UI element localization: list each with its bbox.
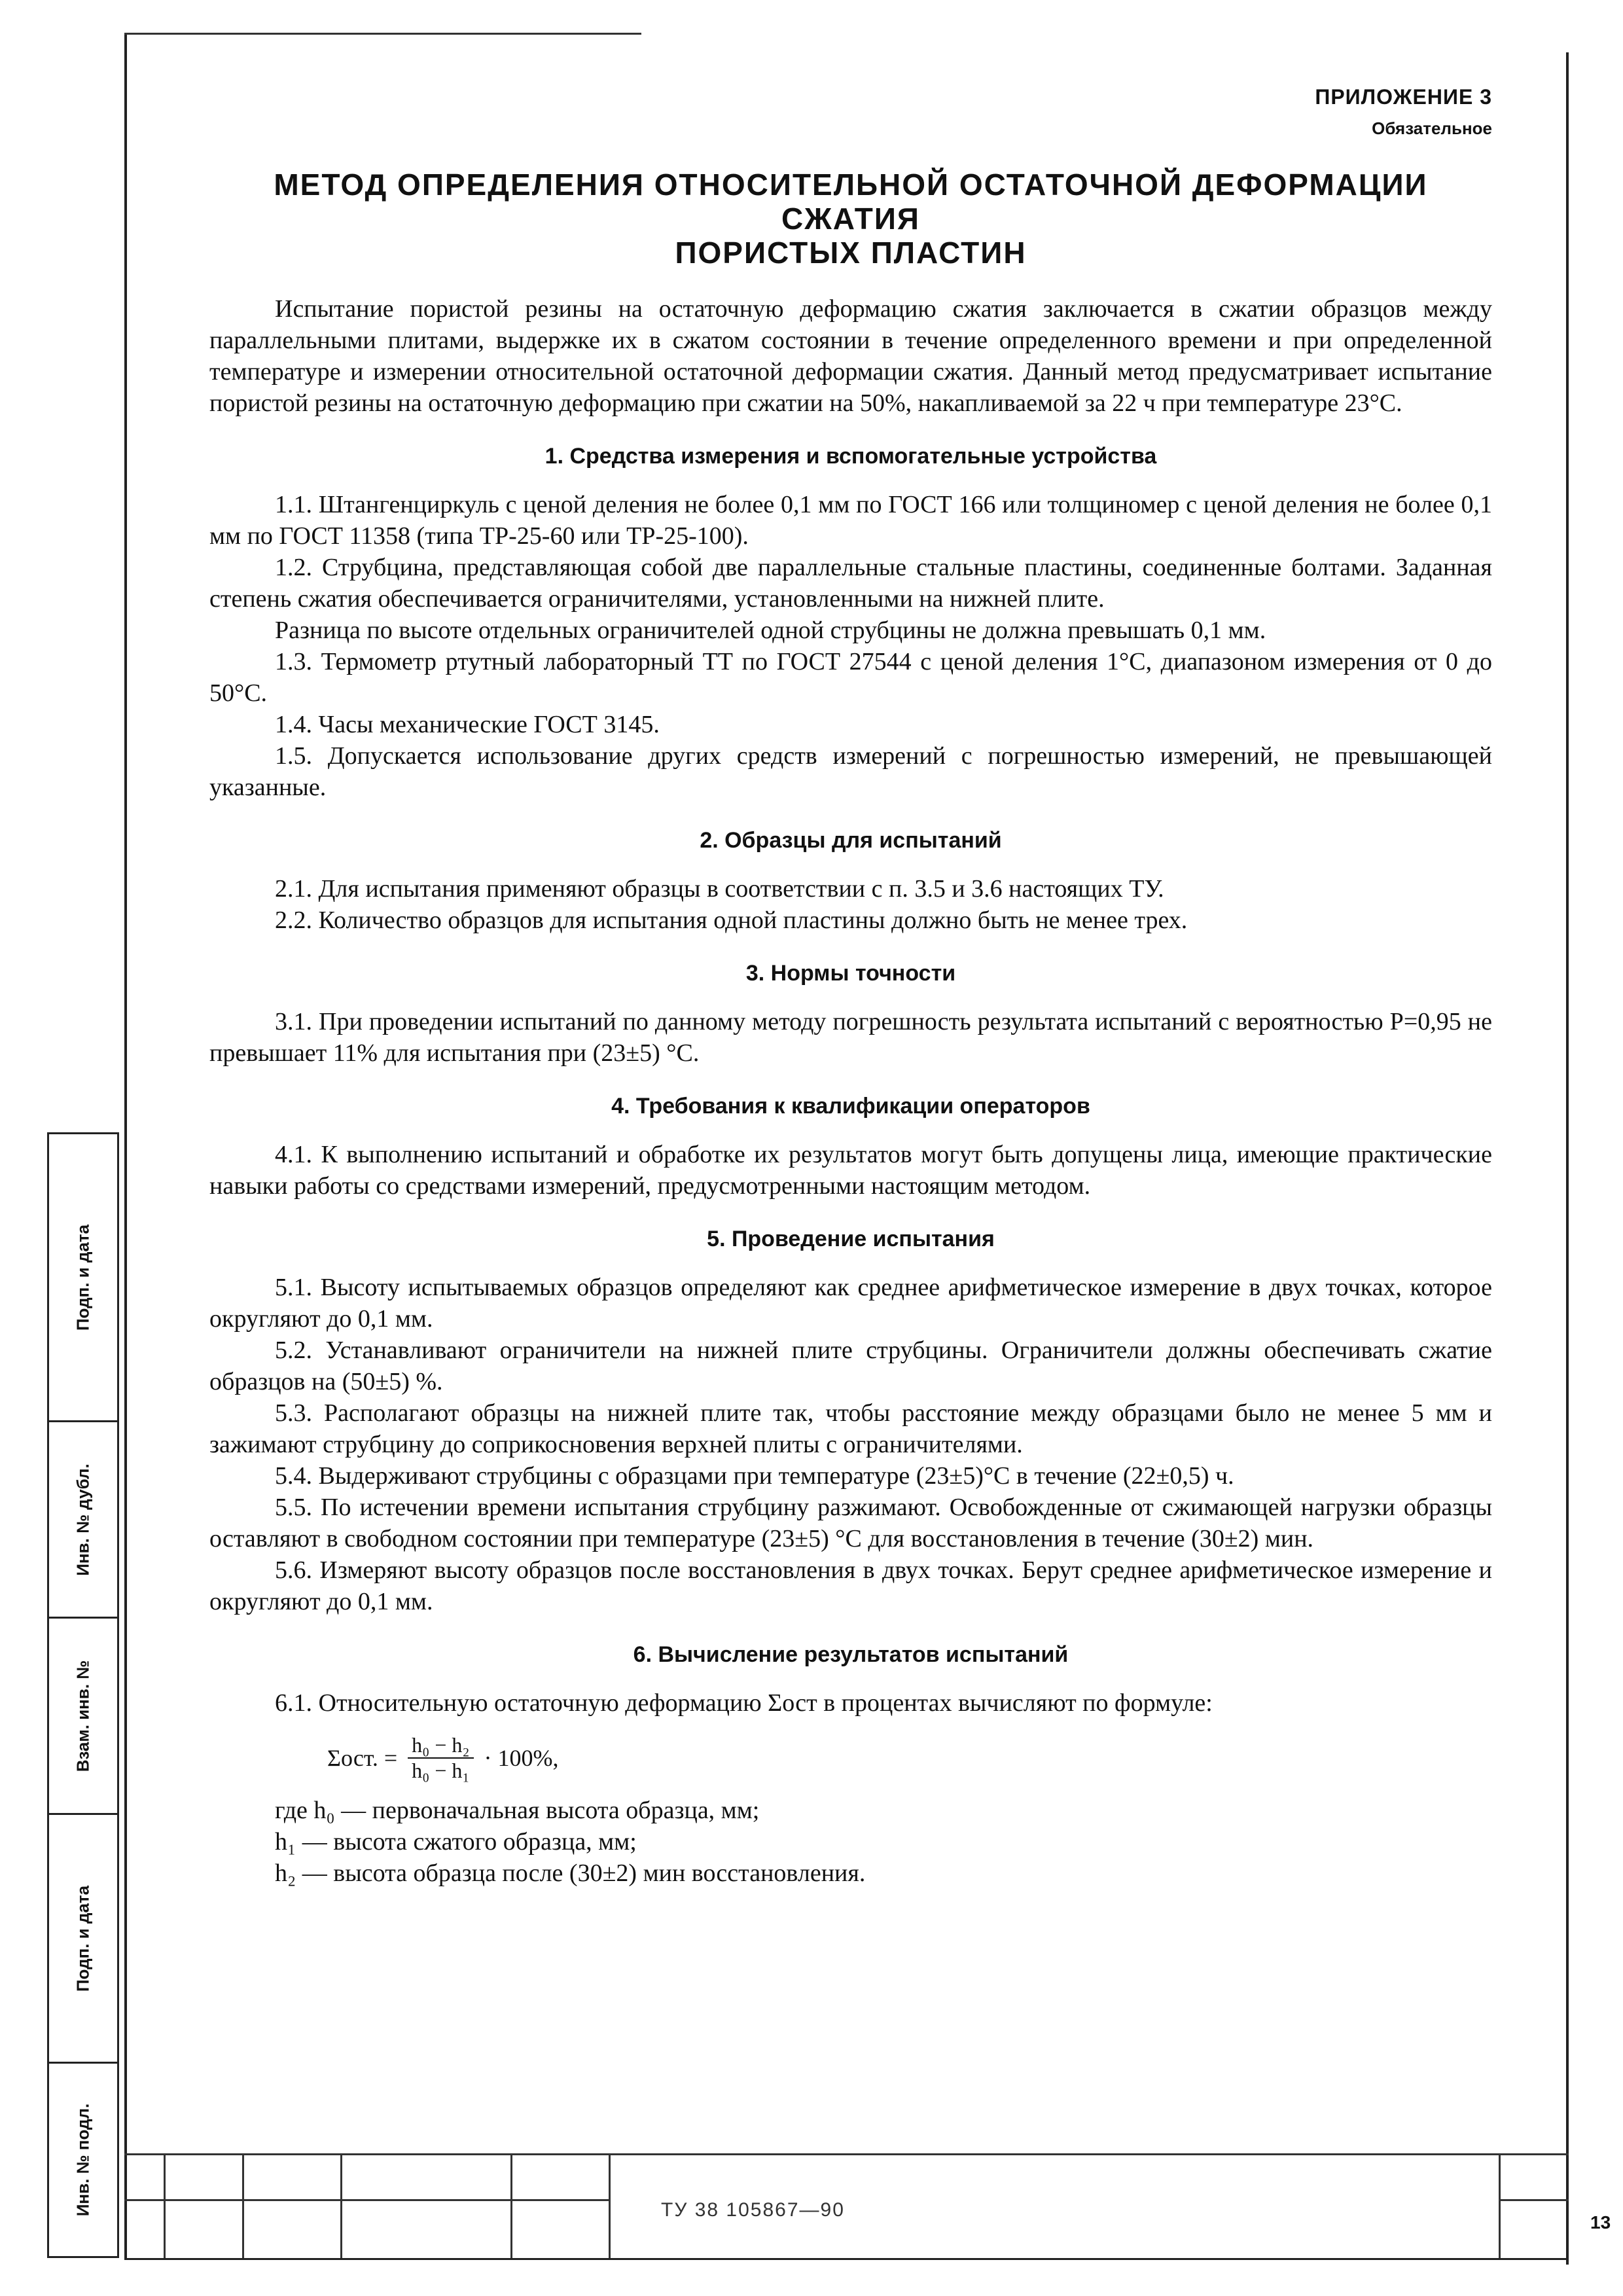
- stamp-cell-original-number: [49, 2064, 117, 2256]
- stamp-label-sign-date: Подп. и дата: [73, 1224, 93, 1331]
- paragraph-2-1: 2.1. Для испытания применяют образцы в соответствии с п. 3.5 и 3.6 настоящих ТУ.: [275, 875, 1164, 903]
- formula-definitions: [209, 1795, 1492, 1889]
- paragraph-3-1: 3.1. При проведении испытаний по данному методу погрешность результата испытаний с вероятностью Р=0,95 не превышает 11% для испытания при (23±5) °С.: [209, 1008, 1492, 1067]
- formula-fraction: [408, 1733, 473, 1783]
- section-6: [209, 1642, 1492, 1889]
- stamp-cell-dup-number: [49, 1422, 117, 1619]
- frame-top-line: [124, 33, 641, 35]
- paragraph-1-5: 1.5. Допускается использование других средств измерений с погрешностью измерений, не превышающей указанные.: [209, 742, 1492, 801]
- appendix-label: ПРИЛОЖЕНИЕ 3: [1315, 85, 1492, 109]
- section-6-heading: 6. Вычисление результатов испытаний: [633, 1642, 1069, 1667]
- section-2: [209, 828, 1492, 936]
- page-content: [209, 79, 1492, 1889]
- definition-h1: h₁ — высота сжатого образца, мм;: [275, 1828, 637, 1856]
- margin-stamp: [47, 1132, 119, 2258]
- title-block-mid-line: [124, 2199, 609, 2201]
- intro-paragraph: Испытание пористой резины на остаточную деформацию сжатия заключается в сжатии образцов между параллельными плитами, выдержке их в сжатом состоянии в течение определенного времени и при определенной температуре и измерении относительной остаточной деформации сжатия. Данный метод предусматривает испытание пористой резины на остаточную деформацию при сжатии на 50%, накапливаемой за 22 ч при температуре 23°С.: [209, 295, 1492, 417]
- title-block-divider-6: [1499, 2153, 1501, 2258]
- title-block: [124, 2153, 1611, 2258]
- paragraph-1-3: 1.3. Термометр ртутный лабораторный ТТ по ГОСТ 27544 с ценой деления 1°С, диапазоном измерения от 0 до 50°С.: [209, 648, 1492, 707]
- paragraph-1-1: 1.1. Штангенциркуль с ценой деления не более 0,1 мм по ГОСТ 166 или толщиномер с ценой деления не более 0,1 мм по ГОСТ 11358 (типа ТР-25-60 или ТР-25-100).: [209, 491, 1492, 550]
- title-block-divider-5: [609, 2153, 611, 2258]
- section-4-heading: 4. Требования к квалификации операторов: [611, 1094, 1090, 1119]
- paragraph-1-4: 1.4. Часы механические ГОСТ 3145.: [275, 711, 660, 738]
- paragraph-4-1: 4.1. К выполнению испытаний и обработке их результатов могут быть допущены лица, имеющие практические навыки работы со средствами измерений, предусмотренными настоящим методом.: [209, 1141, 1492, 1200]
- paragraph-5-5: 5.5. По истечении времени испытания струбцину разжимают. Освобожденные от сжимающей нагрузки образцы оставляют в свободном состоянии при температуре (23±5) °С для восстановления в течение (30±2) мин.: [209, 1494, 1492, 1552]
- formula-numerator: h₀ − h₂: [408, 1733, 473, 1759]
- title-block-divider-1: [164, 2153, 166, 2258]
- paragraph-5-4: 5.4. Выдерживают струбцины с образцами при температуре (23±5)°С в течение (22±0,5) ч.: [275, 1462, 1234, 1490]
- section-5-heading: 5. Проведение испытания: [707, 1227, 995, 1251]
- stamp-label-sign-date-2: Подп. и дата: [73, 1885, 93, 1992]
- paragraph-2-2: 2.2. Количество образцов для испытания одной пластины должно быть не менее трех.: [275, 906, 1188, 934]
- frame-left-line: [124, 33, 127, 2258]
- section-1-heading: 1. Средства измерения и вспомогательные устройства: [544, 444, 1157, 469]
- paragraph-5-6: 5.6. Измеряют высоту образцов после восстановления в двух точках. Берут среднее арифметическое измерение и округляют до 0,1 мм.: [209, 1556, 1492, 1615]
- document-code: ТУ 38 105867—90: [661, 2199, 845, 2221]
- page-box-top-line: [1499, 2199, 1569, 2201]
- title-block-divider-2: [242, 2153, 244, 2258]
- paragraph-5-2: 5.2. Устанавливают ограничители на нижней плите струбцины. Ограничители должны обеспечивать сжатие образцов на (50±5) %.: [209, 1336, 1492, 1395]
- formula-denominator: h₀ − h₁: [412, 1759, 470, 1782]
- paragraph-1-2-note: Разница по высоте отдельных ограничителей одной струбцины не должна превышать 0,1 мм.: [275, 617, 1266, 644]
- paragraph-6-1: 6.1. Относительную остаточную деформацию Σост в процентах вычисляют по формуле:: [275, 1689, 1213, 1717]
- stamp-label-original-number: Инв. № подл.: [73, 2103, 93, 2217]
- formula-lhs: Σост. =: [327, 1745, 398, 1771]
- deformation-formula: [327, 1733, 1492, 1783]
- section-5: [209, 1227, 1492, 1617]
- stamp-cell-sign-date-2: [49, 1815, 117, 2064]
- section-2-heading: 2. Образцы для испытаний: [700, 828, 1002, 853]
- frame-right-line: [1566, 52, 1569, 2265]
- section-3: [209, 961, 1492, 1069]
- formula-rhs: · 100%,: [484, 1745, 559, 1771]
- page-number: 13: [1590, 2212, 1611, 2233]
- title-block-divider-4: [510, 2153, 512, 2258]
- paragraph-1-2: 1.2. Струбцина, представляющая собой две параллельные стальные пластины, соединенные болтами. Заданная степень сжатия обеспечивается ограничителями, установленными на нижней плите.: [209, 554, 1492, 613]
- mandatory-label: Обязательное: [1372, 118, 1492, 138]
- definition-h2: h₂ — высота образца после (30±2) мин восстановления.: [275, 1859, 866, 1887]
- section-4: [209, 1094, 1492, 1202]
- stamp-label-replace-number: Взам. инв. №: [73, 1660, 93, 1772]
- section-3-heading: 3. Нормы точности: [745, 961, 956, 986]
- title-line-1: МЕТОД ОПРЕДЕЛЕНИЯ ОТНОСИТЕЛЬНОЙ ОСТАТОЧНОЙ ДЕФОРМАЦИИ СЖАТИЯ: [274, 168, 1428, 236]
- definition-h0: где h₀ — первоначальная высота образца, мм;: [275, 1797, 760, 1824]
- paragraph-5-3: 5.3. Располагают образцы на нижней плите так, чтобы расстояние между образцами было не менее 5 мм и зажимают струбцину до соприкосновения верхней плиты с ограничителями.: [209, 1399, 1492, 1458]
- stamp-cell-replace-number: [49, 1619, 117, 1815]
- section-1: [209, 444, 1492, 803]
- title-line-2: ПОРИСТЫХ ПЛАСТИН: [675, 236, 1027, 270]
- document-title: [209, 168, 1492, 270]
- frame-bottom-line: [124, 2258, 1569, 2260]
- stamp-cell-sign-date: [49, 1134, 117, 1422]
- stamp-label-dup-number: Инв. № дубл.: [73, 1463, 93, 1576]
- paragraph-5-1: 5.1. Высоту испытываемых образцов определяют как среднее арифметическое измерение в двух точках, которое округляют до 0,1 мм.: [209, 1274, 1492, 1333]
- title-block-divider-3: [340, 2153, 342, 2258]
